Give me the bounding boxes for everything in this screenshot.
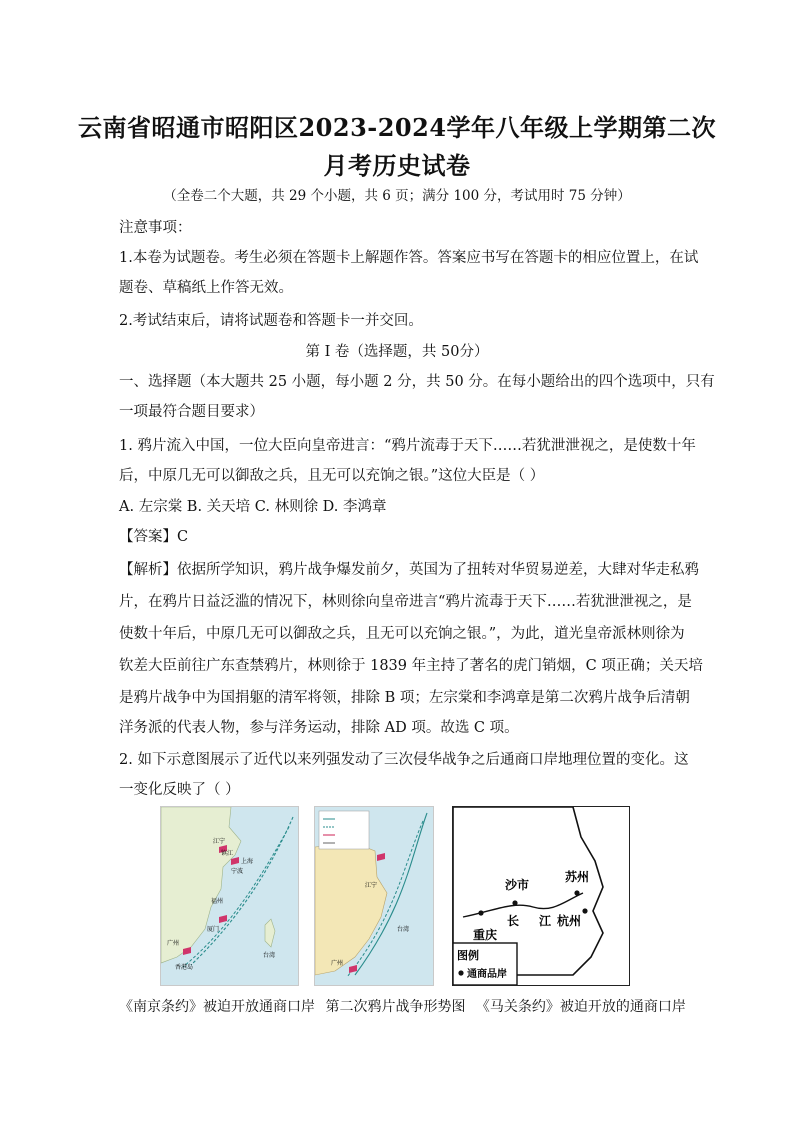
q2-stem-line1: 2. 如下示意图展示了近代以来列强发动了三次侵华战争之后通商口岸地理位置的变化。这 <box>119 752 689 768</box>
section-heading-line2: 一项最符合题目要求） <box>119 404 264 420</box>
map-shimonoseki-treaty <box>452 806 630 986</box>
q2-stem-line2: 一变化反映了（ ） <box>119 782 240 798</box>
map-figures <box>160 806 680 988</box>
q1-analysis-line5: 是鸦片战争中为国捐躯的清军将领，排除 B 项；左宗棠和李鸿章是第二次鸦片战争后清朝 <box>119 690 690 706</box>
map-second-opium-war-svg <box>315 807 433 985</box>
notice-heading: 注意事项： <box>119 220 192 236</box>
map1-label: 宁波 <box>231 868 244 875</box>
q1-analysis-line6: 洋务派的代表人物，参与洋务运动，排除 AD 项。故选 C 项。 <box>119 720 519 736</box>
port-marker <box>582 908 587 913</box>
notice-item2: 2.考试结束后，请将试题卷和答题卡一并交回。 <box>119 313 423 329</box>
exam-subtitle: （全卷二个大题，共 29 个小题，共 6 页；满分 100 分，考试用时 75 分钟） <box>163 188 631 204</box>
q1-analysis-line4: 钦差大臣前往广东查禁鸦片，林则徐于 1839 年主持了著名的虎门销烟，C 项正确；关天培 <box>119 658 703 674</box>
map1-label: 上海 <box>241 858 254 865</box>
map1-label: 香港岛 <box>175 964 194 971</box>
map3-label: 重庆 <box>473 928 498 942</box>
map2-label: 江宁 <box>365 882 378 889</box>
map-nanjing-treaty-svg <box>161 807 298 985</box>
notice-item1-line2: 题卷、草稿纸上作答无效。 <box>119 280 293 296</box>
q1-analysis-line1: 【解析】依据所学知识，鸦片战争爆发前夕，英国为了扭转对华贸易逆差，大肆对华走私鸦 <box>119 562 699 578</box>
map1-label: 厦门 <box>207 926 220 933</box>
map2-label: 台湾 <box>397 926 410 933</box>
caption-map3: 《马关条约》被迫开放的通商口岸 <box>475 999 686 1015</box>
map3-legend-title: 图例 <box>457 949 479 962</box>
part-title: 第 I 卷（选择题，共 50分） <box>305 344 489 360</box>
caption-map1: 《南京条约》被迫开放通商口岸 <box>119 999 315 1015</box>
q1-stem-line1: 1. 鸦片流入中国，一位大臣向皇帝进言：“鸦片流毒于天下……若犹泄泄视之，是使数十年 <box>119 438 696 454</box>
map3-label: 江 <box>539 914 552 928</box>
map1-label: 江宁 <box>213 838 226 845</box>
notice-item1-line1: 1.本卷为试题卷。考生必须在答题卡上解题作答。答案应书写在答题卡的相应位置上，在试 <box>119 250 699 266</box>
exam-title-line1: 云南省昭通市昭阳区2023-2024学年八年级上学期第二次 <box>77 113 717 142</box>
map1-label: 镇江 <box>221 850 234 857</box>
map-shimonoseki-treaty-svg <box>453 807 629 985</box>
section-heading-line1: 一、选择题（本大题共 25 小题，每小题 2 分，共 50 分。在每小题给出的四个选项中，只有 <box>119 374 715 390</box>
map-captions <box>119 996 686 1016</box>
map1-label: 广州 <box>167 940 180 947</box>
port-marker <box>478 910 483 915</box>
port-marker <box>574 890 579 895</box>
map3-label: 杭州 <box>557 914 582 928</box>
map3-legend-item: 通商品岸 <box>467 969 507 980</box>
map3-label: 苏州 <box>565 870 590 884</box>
map-second-opium-war <box>314 806 434 986</box>
q1-analysis-line3: 使数十年后，中原几无可以御敌之兵，且无可以充饷之银。”，为此，道光皇帝派林则徐为 <box>119 626 685 642</box>
q1-analysis-line2: 片，在鸦片日益泛滥的情况下，林则徐向皇帝进言“鸦片流毒于天下……若犹泄泄视之，是 <box>119 594 692 610</box>
map2-label: 广州 <box>331 960 344 967</box>
port-marker <box>512 900 517 905</box>
legend-port-marker <box>458 970 463 975</box>
q1-options: A. 左宗棠 B. 关天培 C. 林则徐 D. 李鸿章 <box>119 499 387 515</box>
map-nanjing-treaty <box>160 806 299 986</box>
map1-label: 台湾 <box>263 952 276 959</box>
exam-title-line2: 月考历史试卷 <box>323 151 471 180</box>
map3-label: 沙市 <box>505 878 530 892</box>
map3-label: 长 <box>507 914 520 928</box>
map1-label: 福州 <box>211 898 224 905</box>
q1-stem-line2: 后，中原几无可以御敌之兵，且无可以充饷之银。”这位大臣是（ ） <box>119 468 545 484</box>
caption-map2: 第二次鸦片战争形势图 <box>325 999 466 1015</box>
q1-answer: 【答案】C <box>119 529 189 545</box>
